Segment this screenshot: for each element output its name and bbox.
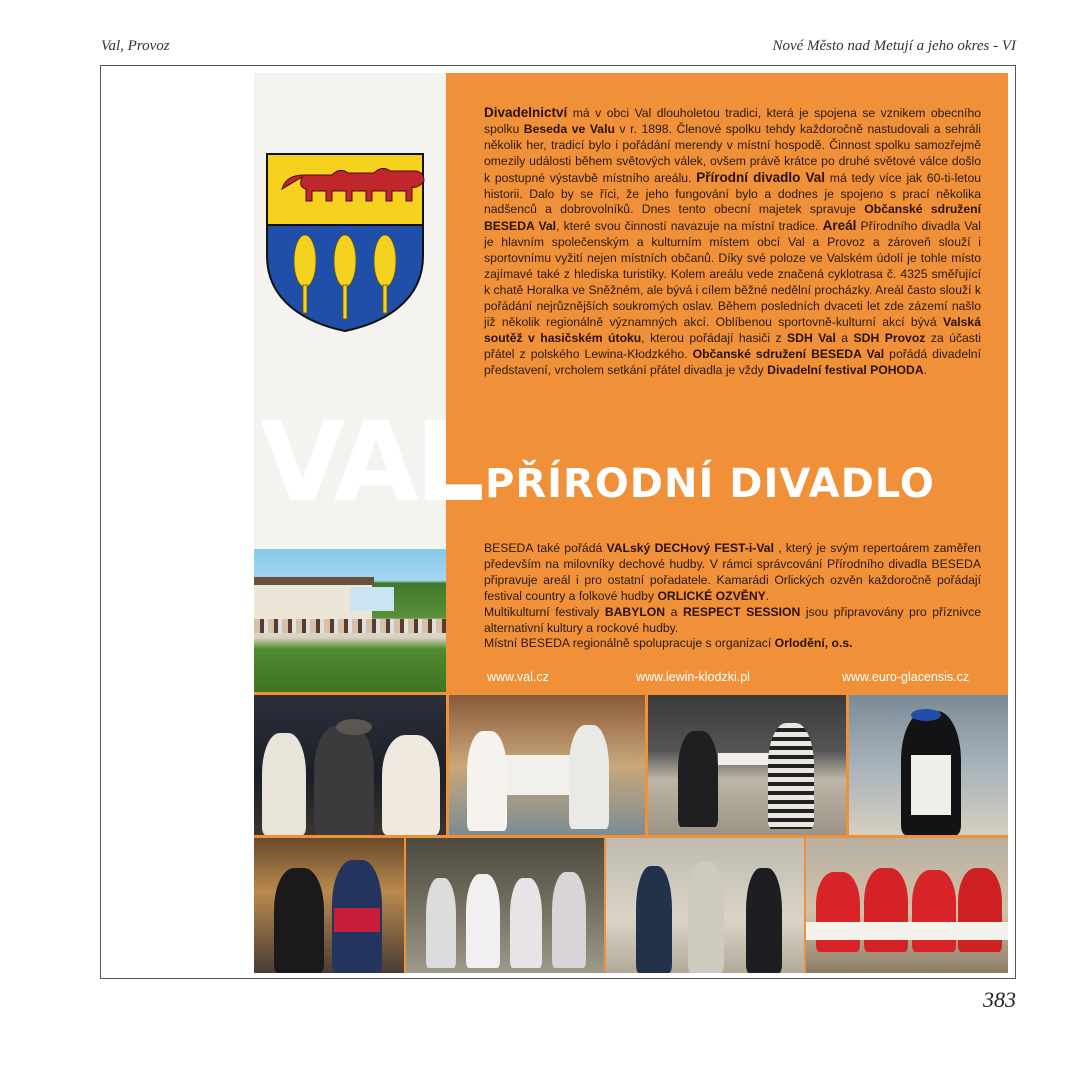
photo-row-2: [254, 838, 1008, 973]
theatre-costume-photo: [254, 838, 404, 973]
link-lewin: www.lewin-klodzki.pl: [636, 670, 750, 684]
link-euro-glacensis: www.euro-glacensis.cz: [842, 670, 970, 684]
sailors-scene-photo: [606, 838, 804, 973]
man-in-folk-vest-photo: [849, 695, 1008, 835]
history-text: Divadelnictví má v obci Val dlouholetou tradici, která je spojena se vznikem obecního spolku Beseda ve Valu v r. 1898. Členové spolku tehdy každoročně nastudovali a sehráli několik her, tradicí bylo i pořádání merendy v místní hospodě. Činnost spolku samozřejmě omezily události během světových válek, ovšem právě krátce po druhé světové válce došlo k postupné výstavbě místního areálu. Přírodní divadlo Val má tedy více jak 60-ti-letou historii. Dalo by se říci, že jeho fungování bylo a dodnes je spojeno s prací několika nadšenců a dobrovolníků. Dnes tento obecní majetek spravuje Občanské sdružení BESEDA Val, které svou činností navazuje na místní tradice. Areál Přírodního divadla Val je hlavním společenským a kulturním místem obcí Val a Provoz a zároveň slouží i sportovnímu vyžití nejen místních občanů. Díky své poloze ve Valském údolí je tohle místo zajímavé také z hlediska turistiky. Kolem areálu vede značená cyklotrasa č. 4325 směřující k chatě Horalka ve Sněžném, ale bývá i cílem běžné nedělní procházky. Areál často slouží k pořádání nejrůznějších soukromých oslav. Během posledních dvaceti let zde zázemí našlo již několik regionálně významných akcí. Oblíbenou sportovně-kulturní akcí bývá Valská soutěž v hasičském útoku, kterou pořádají hasiči z SDH Val a SDH Provoz za účasti přátel z polského Lewina-Kłodzkého. Občanské sdružení BESEDA Val pořádá divadelní představení, vrcholem setkání přátel divadla je vždy Divadelní festival POHODA.: [484, 105, 981, 377]
link-val: www.val.cz: [487, 670, 549, 684]
running-header-right: Nové Město nad Metují a jeho okres - VI: [772, 38, 1016, 54]
footballers-on-bench-photo: [806, 838, 1008, 973]
women-with-oars-photo: [406, 838, 604, 973]
running-header-left: Val, Provoz: [101, 38, 170, 54]
board-subtitle: PŘÍRODNÍ DIVADLO: [485, 461, 935, 507]
couple-on-stage-photo: [648, 695, 846, 835]
board-title-val: VAL: [260, 398, 481, 526]
page-number: 383: [983, 987, 1016, 1012]
table-scene-photo: [449, 695, 645, 835]
photo-row-1: [254, 695, 1008, 835]
outdoor-stage-audience-photo: [254, 549, 446, 692]
events-text: BESEDA také pořádá VALský DECHový FEST-i-Val , který je svým repertoárem zaměřen především na milovníky dechové hudby. V rámci správcování Přírodního divadla BESEDA připravuje areál i pro ostatní pořadatele. Kamarádi Orlických ozvěn každoročně pořádají festival country a folkové hudby ORLICKÉ OZVĚNY. Multikulturní festivaly BABYLON a RESPECT SESSION jsou připravovány pro příznivce alternativní kultury a rockové hudby. Místní BESEDA regionálně spolupracuje s organizací Orlodění, o.s.: [484, 541, 981, 651]
coat-of-arms-icon: [264, 151, 426, 333]
actors-with-hats-photo: [254, 695, 446, 835]
information-board: [254, 73, 1008, 973]
